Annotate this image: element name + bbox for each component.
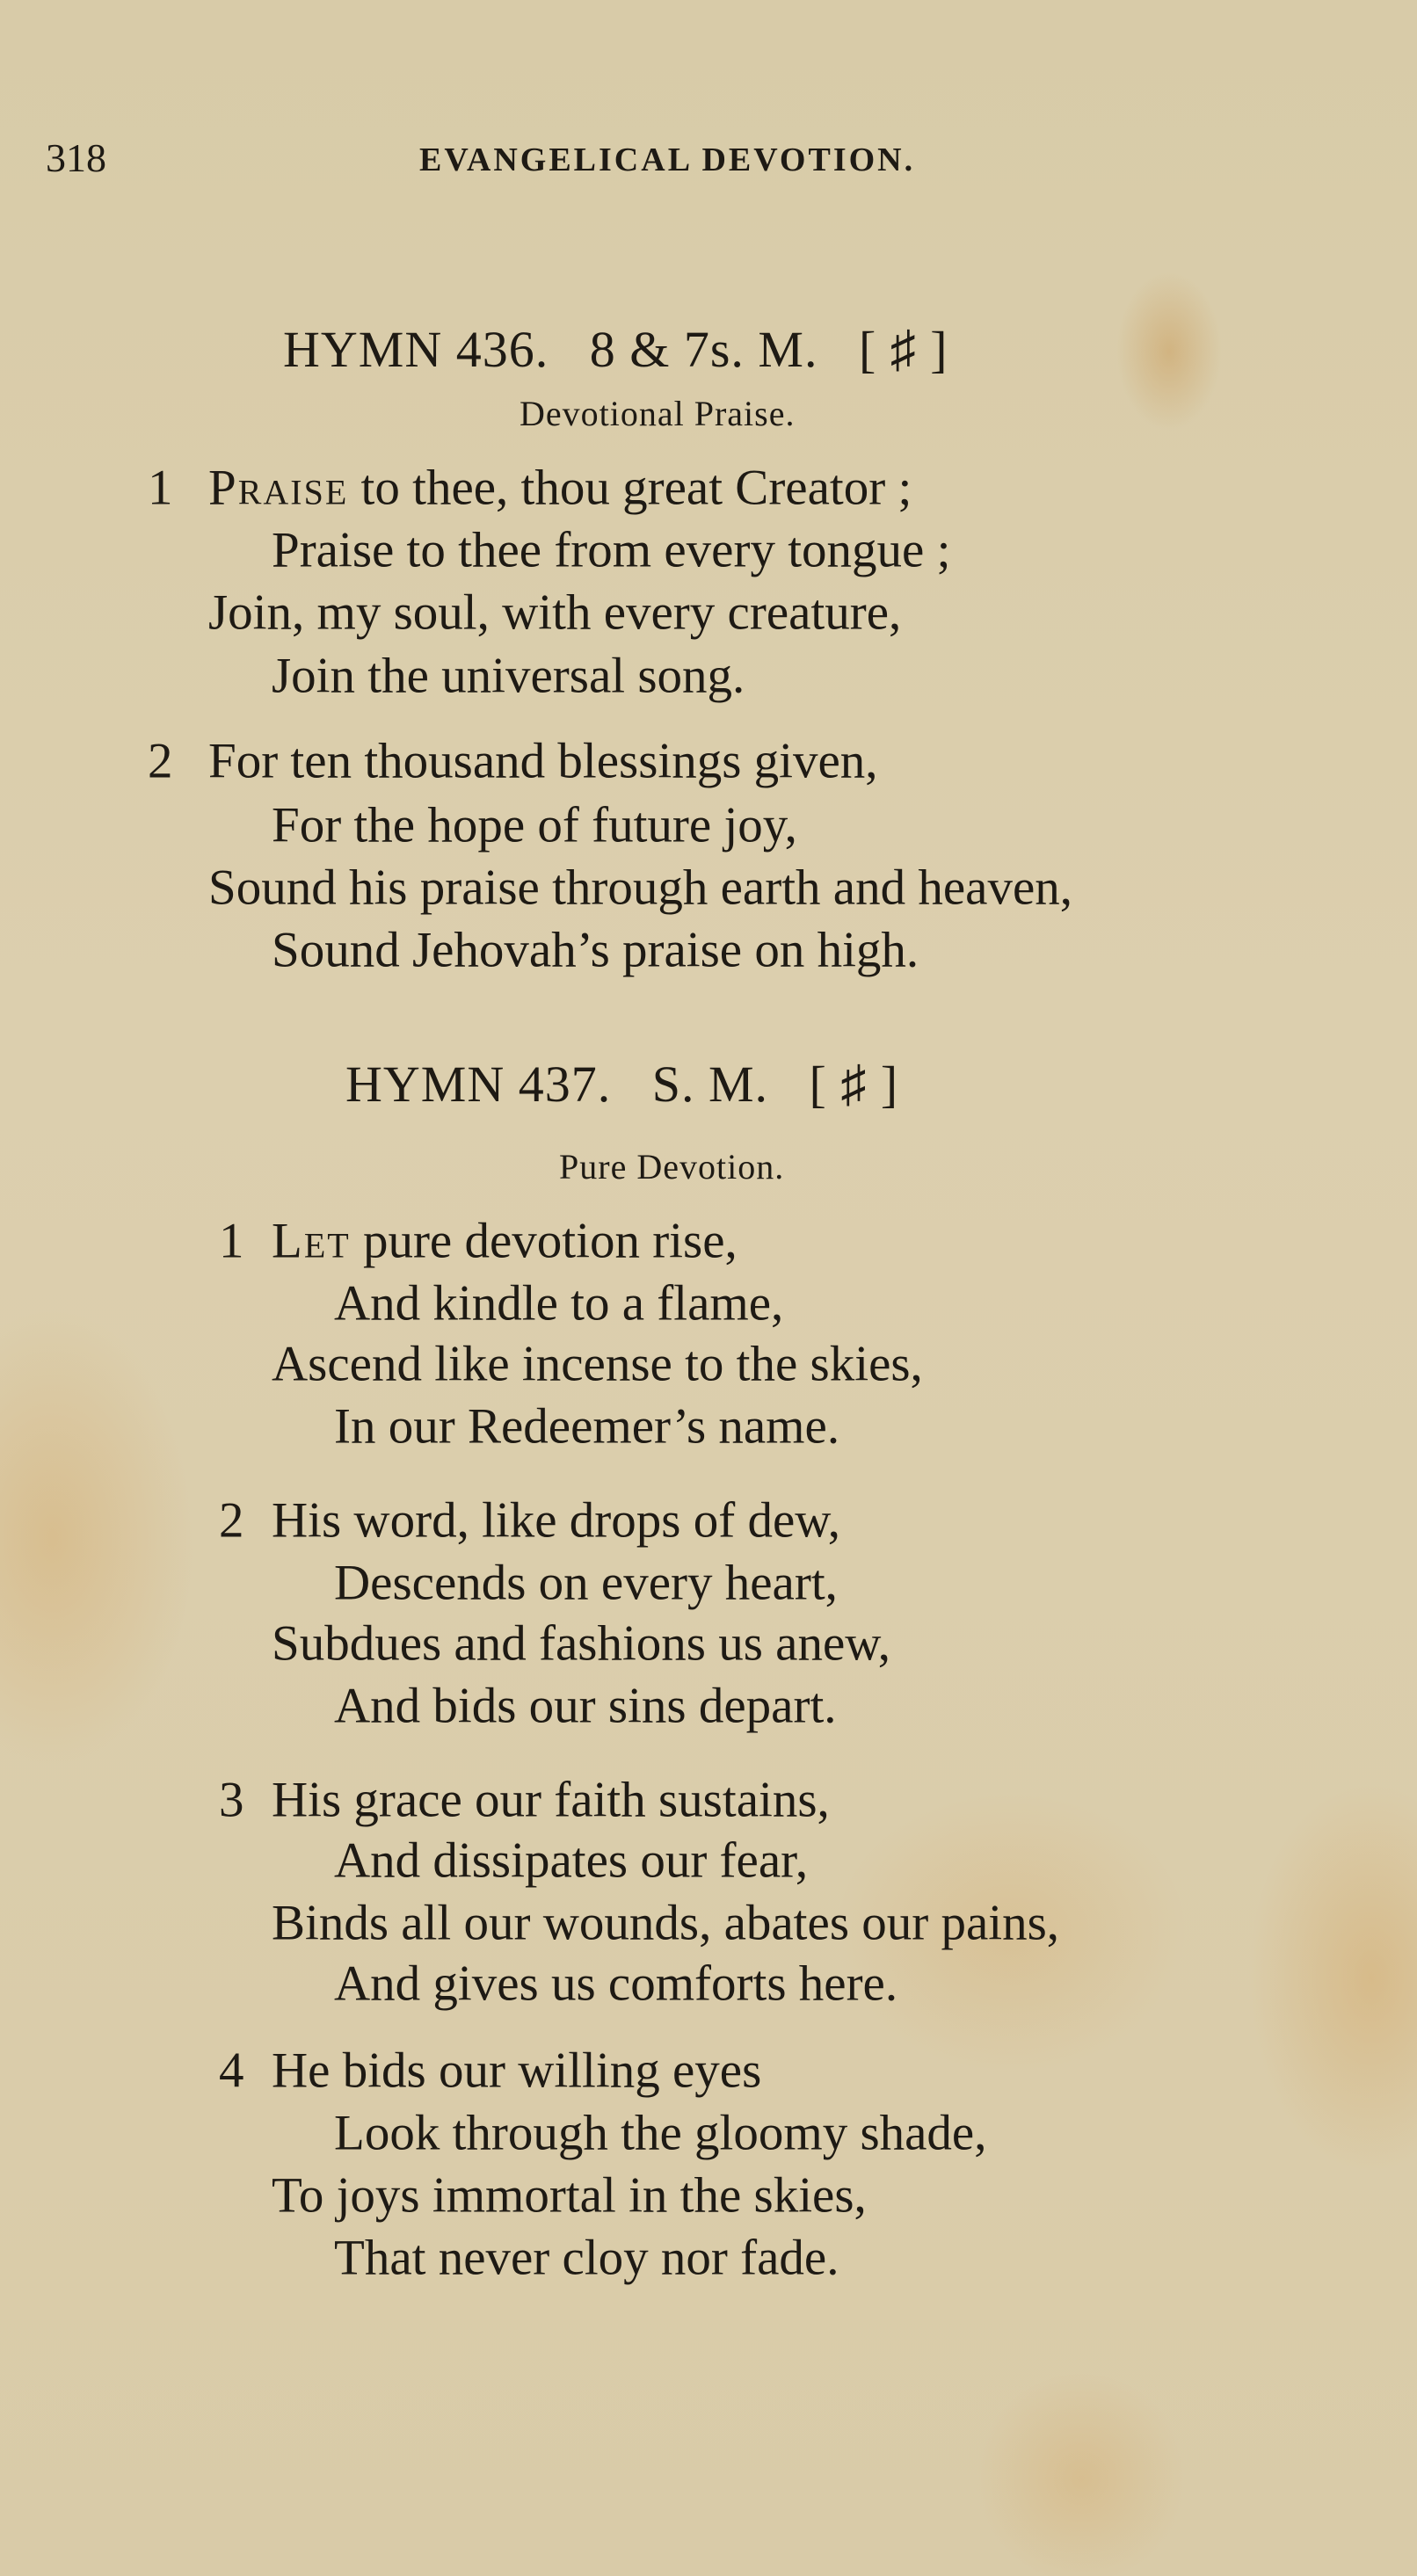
- line-text: to thee, thou great Creator ;: [348, 460, 912, 516]
- verse-line: Join, my soul, with every creature,: [208, 584, 902, 641]
- stanza-number: 4: [219, 2043, 244, 2099]
- hymn-subtitle: Pure Devotion.: [559, 1147, 785, 1186]
- verse-line: That never cloy nor fade.: [334, 2230, 839, 2286]
- stanza-number: 1: [148, 460, 173, 516]
- verse-line: He bids our willing eyes: [272, 2043, 762, 2099]
- hymn-subtitle: Devotional Praise.: [520, 394, 796, 433]
- hymn-heading: HYMN 437. S. M. [ ♯ ]: [345, 1056, 899, 1113]
- stanza-number: 2: [219, 1492, 244, 1549]
- verse-line: And kindle to a flame,: [334, 1275, 784, 1332]
- verse-line: In our Redeemer’s name.: [334, 1398, 840, 1455]
- verse-line: Look through the gloomy shade,: [334, 2105, 987, 2161]
- verse-line: Ascend like incense to the skies,: [272, 1336, 923, 1392]
- running-title: EVANGELICAL DEVOTION.: [419, 141, 916, 178]
- verse-line: [208, 460, 912, 516]
- verse-line: Join the universal song.: [272, 648, 745, 704]
- verse-line: And dissipates our fear,: [334, 1832, 809, 1889]
- page-number: 318: [46, 135, 106, 180]
- stanza-number: 1: [219, 1213, 244, 1269]
- verse-line: For the hope of future joy,: [272, 797, 797, 853]
- verse-line: Descends on every heart,: [334, 1555, 838, 1611]
- verse-line: Binds all our wounds, abates our pains,: [272, 1895, 1060, 1951]
- stanza-number: 2: [148, 733, 173, 789]
- stanza-number: 3: [219, 1772, 244, 1828]
- hymn-heading: HYMN 436. 8 & 7s. M. [ ♯ ]: [283, 321, 948, 378]
- verse-line: Sound Jehovah’s praise on high.: [272, 922, 919, 978]
- verse-line: To joys immortal in the skies,: [272, 2167, 867, 2224]
- first-word: Praise: [208, 460, 349, 516]
- verse-line: His grace our faith sustains,: [272, 1772, 830, 1828]
- verse-line: And bids our sins depart.: [334, 1678, 837, 1734]
- verse-line: For ten thousand blessings given,: [208, 733, 878, 789]
- verse-line: [272, 1213, 738, 1269]
- first-word: Let: [272, 1213, 351, 1269]
- verse-line: Sound his praise through earth and heaven,: [208, 860, 1072, 916]
- line-text: pure devotion rise,: [350, 1213, 738, 1269]
- verse-line: And gives us comforts here.: [334, 1956, 898, 2012]
- verse-line: Praise to thee from every tongue ;: [272, 522, 951, 578]
- verse-line: Subdues and fashions us anew,: [272, 1615, 890, 1672]
- verse-line: His word, like drops of dew,: [272, 1492, 840, 1549]
